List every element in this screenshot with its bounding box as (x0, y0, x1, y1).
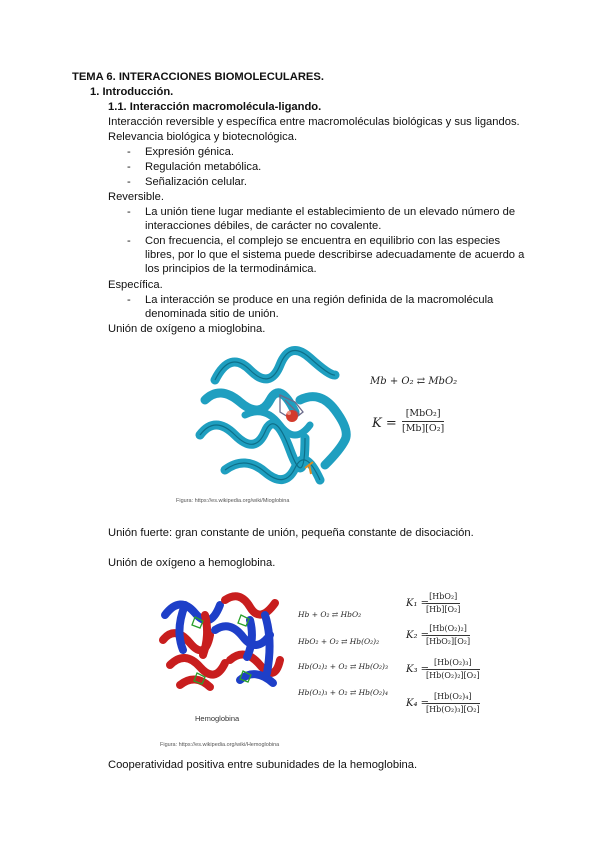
myoglobin-caption: Figura: https://es.wikipedia.org/wiki/Mioglobina (176, 498, 290, 504)
subsection-title: 1.1. Interacción macromolécula-ligando. (108, 101, 322, 113)
list-item-line: los principios de la termodinámica. (145, 263, 317, 275)
fraction-numerator: [Hb(O₂)₃] (426, 658, 480, 670)
fraction-denominator: [HbO₂][O₂] (426, 637, 471, 646)
reversible-title: Reversible. (108, 191, 164, 203)
myoglobin-reaction: Mb + O₂ ⇄ MbO₂ (370, 376, 458, 387)
hemoglobin-label: Hemoglobina (195, 714, 240, 723)
list-item-line: denominada sitio de unión. (145, 308, 279, 320)
bullet-dash: - (127, 294, 131, 306)
bullet-dash: - (127, 206, 131, 218)
bullet-dash: - (127, 176, 131, 188)
myoglobin-structure-image (185, 340, 355, 495)
k2-label: K₂ = (406, 630, 430, 641)
fraction-denominator: [Hb(O₂)₂][O₂] (426, 671, 480, 680)
hemoglobin-reaction-4: Hb(O₂)₃ + O₂ ⇄ Hb(O₂)₄ (298, 688, 388, 697)
list-item: Señalización celular. (145, 176, 247, 188)
relevance-title: Relevancia biológica y biotecnológica. (108, 131, 298, 143)
fraction-numerator: [Hb(O₂)₂] (426, 624, 470, 636)
specific-title: Específica. (108, 279, 163, 291)
list-item: Regulación metabólica. (145, 161, 262, 173)
bullet-dash: - (127, 235, 131, 247)
bullet-dash: - (127, 161, 131, 173)
k3-label: K₃ = (406, 664, 430, 675)
k3-fraction (426, 658, 480, 681)
list-item-line: Con frecuencia, el complejo se encuentra en equilibrio con las especies (145, 235, 501, 247)
k1-label: K₁ = (406, 598, 430, 609)
fraction-denominator: [Mb][O₂] (402, 423, 445, 434)
k1-fraction (426, 592, 460, 615)
section-title: 1. Introducción. (90, 86, 174, 98)
list-item: Expresión génica. (145, 146, 234, 158)
hemoglobin-caption: Figura: https://es.wikipedia.org/wiki/Hemoglobina (160, 742, 280, 748)
myoglobin-note: Unión fuerte: gran constante de unión, pequeña constante de disociación. (108, 527, 474, 539)
myoglobin-title: Unión de oxígeno a mioglobina. (108, 323, 266, 335)
hemoglobin-note: Cooperatividad positiva entre subunidades de la hemoglobina. (108, 759, 418, 771)
fraction-denominator: [Hb(O₂)₃][O₂] (426, 705, 480, 714)
hemoglobin-reaction-2: HbO₂ + O₂ ⇄ Hb(O₂)₂ (298, 637, 380, 646)
list-item-line: La unión tiene lugar mediante el establecimiento de un elevado número de (145, 206, 516, 218)
hemoglobin-reaction-1: Hb + O₂ ⇄ HbO₂ (298, 610, 362, 619)
fraction-denominator: [Hb][O₂] (426, 605, 461, 614)
myoglobin-k-label: K = (372, 416, 397, 431)
bullet-dash: - (127, 146, 131, 158)
hemoglobin-title: Unión de oxígeno a hemoglobina. (108, 557, 276, 569)
fraction-numerator: [MbO₂] (402, 408, 444, 422)
list-item-line: La interacción se produce en una región definida de la macromolécula (145, 294, 494, 306)
list-item-line: libres, por lo que el sistema puede describirse adecuadamente de acuerdo a (145, 249, 525, 261)
page-heading: TEMA 6. INTERACCIONES BIOMOLECULARES. (72, 71, 324, 83)
hemoglobin-reaction-3: Hb(O₂)₂ + O₂ ⇄ Hb(O₂)₃ (298, 662, 388, 671)
fraction-numerator: [Hb(O₂)₄] (426, 692, 480, 704)
k4-fraction (426, 692, 480, 715)
k2-fraction (426, 624, 470, 647)
intro-text: Interacción reversible y específica entre macromoléculas biológicas y sus ligandos. (108, 116, 520, 128)
fraction-numerator: [HbO₂] (426, 592, 460, 604)
myoglobin-k-fraction (402, 408, 444, 435)
k4-label: K₄ = (406, 698, 430, 709)
hemoglobin-structure-image (155, 585, 287, 695)
list-item-line: interacciones débiles, de carácter no covalente. (145, 220, 382, 232)
